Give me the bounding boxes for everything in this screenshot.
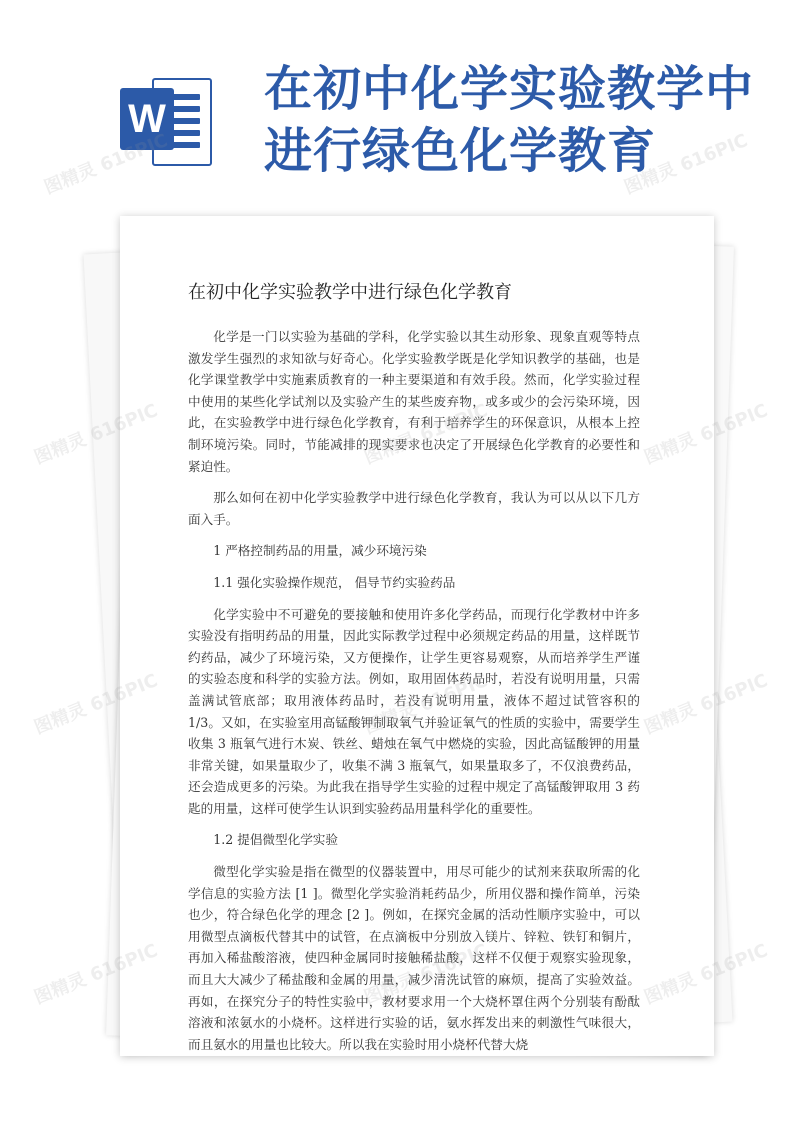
- header-title-line-2: 进行绿色化学教育: [264, 123, 657, 179]
- document-page: [120, 216, 714, 1056]
- watermark: 图精灵 616PIC: [41, 130, 171, 199]
- watermark: 616PIC: [697, 940, 771, 987]
- watermark: 图精灵 616PIC: [31, 940, 161, 1009]
- subsection-heading: 1.2 提倡微型化学实验: [213, 832, 338, 848]
- watermark: 616PIC: [697, 670, 771, 717]
- watermark: 图精灵: [31, 428, 90, 469]
- header-title-line-1: 在初中化学实验教学中: [264, 61, 755, 117]
- document-title: 在初中化学实验教学中进行绿色化学教育: [188, 282, 512, 303]
- header-banner: [0, 0, 800, 200]
- paragraph: 化学是一门以实验为基础的学科，化学实验以其生动形象、现象直观等特点激发学生强烈的求知欲与好奇心。化学实验教学既是化学知识教学的基础，也是化学课堂教学中实施素质教育的一种主要渠道和有效手段。然而，化学实验过程中使用的某些化学试剂以及实验产生的某些废弃物，或多或少的会污染环境，因此，在实验教学中进行绿色化学教育，有利于培养学生的环保意识，从根本上控制环境污染。同时，节能减排的现实要求也决定了开展绿色化学教育的必要性和紧迫性。: [188, 329, 640, 474]
- document-body: [188, 326, 640, 1056]
- word-document-icon: [120, 72, 212, 168]
- paragraph: 那么如何在初中化学实验教学中进行绿色化学教育，我认为可以从以下几方面入手。: [188, 490, 640, 527]
- paragraph: 化学实验中不可避免的要接触和使用许多化学药品，而现行化学教材中许多实验没有指明药品的用量，因此实际教学过程中必须规定药品的用量，这样既节约药品，减少了环境污染，又方便操作，让学生更容易观察，从而培养学生严谨的实验态度和科学的实验方法。例如，取用固体药品时，若没有说明用量，只需盖满试管底部；取用液体药品时，若没有说明用量，液体不超过试管容积的 1/3。又如，在实验室用高锰酸钾制取氧气并验证氧气的性质的实验中，需要学生收集 3 瓶氧气进行木炭、铁丝、蜡烛在氧气中燃烧的实验，因此高锰酸钾的用量非常关键，如果量取少了，收集不满 3 瓶氧气，如果量取多了，不仅浪费药品，还会造成更多的污染。为此我在指导学生实验的过程中规定了高锰酸钾取用 3 药匙的用量，这样可使学生认识到实验药品用量科学化的重要性。: [188, 606, 640, 816]
- word-w-tile: W: [120, 88, 174, 150]
- watermark: 图精灵 616PIC: [31, 670, 161, 739]
- paragraph: 微型化学实验是指在微型的仪器装置中，用尽可能少的试剂来获取所需的化学信息的实验方法 [1 ]。微型化学实验消耗药品少，所用仪器和操作简单，污染也少，符合绿色化学的理念 [2 ]。例如，在探究金属的活动性顺序实验中，可以用微型点滴板代替其中的试管，在点滴板中分别放入镁片、锌粒、铁钉和铜片，再加入稀盐酸溶液，使四种金属同时接触稀盐酸，这样不仅便于观察实验现象，而且大大减少了稀盐酸和金属的用量，减少清洗试管的麻烦，提高了实验效益。再如，在探究分子的特性实验中，教材要求用一个大烧杯罩住两个分别装有酚酞溶液和浓氨水的小烧杯。这样进行实验的话，氨水挥发出来的刺激性气味很大，而且氨水的用量也比较大。所以我在实验时用小烧杯代替大烧: [188, 864, 640, 1052]
- watermark: 图精灵 616PIC: [621, 130, 751, 199]
- subsection-heading: 1.1 强化实验操作规范， 倡导节约实验药品: [213, 574, 456, 590]
- header-title: [264, 58, 784, 182]
- section-heading: 1 严格控制药品的用量，减少环境污染: [213, 543, 427, 559]
- watermark: 616PIC: [697, 400, 771, 447]
